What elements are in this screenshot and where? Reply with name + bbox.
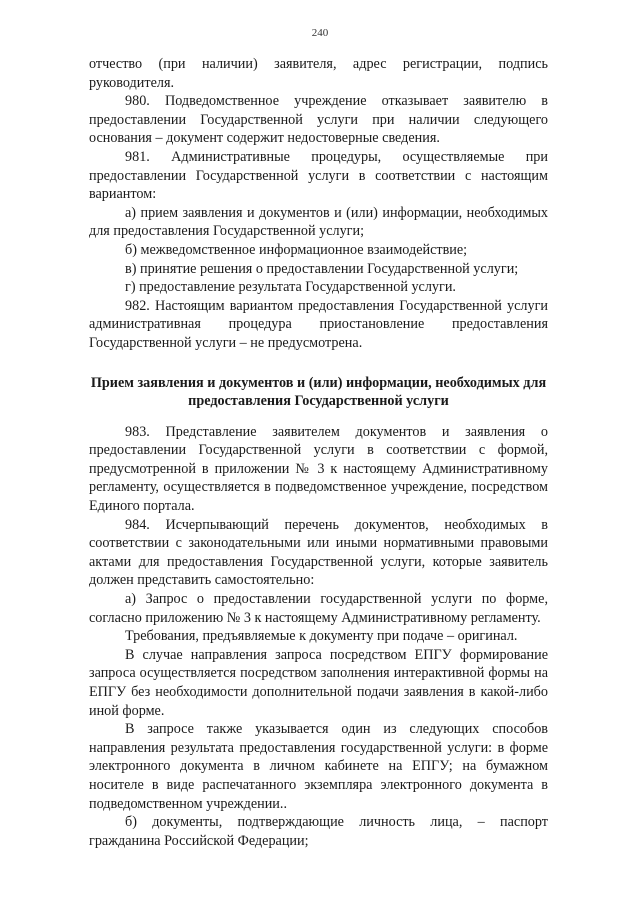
section-heading: Прием заявления и документов и (или) информации, необходимых для предоставления Государственной услуги — [90, 374, 547, 410]
paragraph-epgu-request: В случае направления запроса посредством ЕПГУ формирование запроса осуществляется посредством заполнения интерактивной формы на ЕПГУ без необходимости дополнительной подачи заявления в какой-либо иной форме. — [89, 646, 548, 719]
paragraph-requirements: Требования, предъявляемые к документу при подаче – оригинал. — [125, 628, 518, 645]
paragraph-983: 983. Представление заявителем документов и заявления о предоставлении Государственной услуги в соответствии с формой, предусмотренной в приложении № 3 к настоящему Административному регламенту, осуществляется в подведомственное учреждение, посредством Единого портала. — [89, 423, 548, 515]
list-item-a-request: а) Запрос о предоставлении государственной услуги по форме, согласно приложению № 3 к настоящему Административному регламенту. — [89, 591, 548, 626]
page-content — [89, 55, 548, 850]
paragraph-980: 980. Подведомственное учреждение отказывает заявителю в предоставлении Государственной услуги при наличии следующего основания – документ содержит недостоверные сведения. — [89, 93, 548, 147]
list-item-b-identity: б) документы, подтверждающие личность лица, – паспорт гражданина Российской Федерации; — [89, 814, 548, 849]
paragraph-981: 981. Административные процедуры, осуществляемые при предоставлении Государственной услуги в соответствии с настоящим вариантом: — [89, 148, 548, 203]
paragraph-982: 982. Настоящим вариантом предоставления Государственной услуги административная процедура приостановление предоставления Государственной услуги – не предусмотрена. — [89, 297, 548, 351]
paragraph-result-methods: В запросе также указывается один из следующих способов направления результата предоставления государственной услуги: в форме электронного документа в личном кабинете на ЕПГУ; на бумажном носителе в виде распечатанного экземпляра электронного документа в подведомственном учреждении.. — [89, 721, 548, 812]
page-number: 240 — [311, 27, 329, 39]
list-item-a: а) прием заявления и документов и (или) информации, необходимых для предоставления Государственной услуги; — [89, 204, 548, 240]
list-item-g: г) предоставление результата Государственной услуги. — [125, 279, 456, 296]
paragraph-continuation: отчество (при наличии) заявителя, адрес регистрации, подпись руководителя. — [89, 56, 548, 91]
paragraph-984: 984. Исчерпывающий перечень документов, необходимых в соответствии с законодательными или иными нормативными правовыми актами для предоставления Государственной услуги, которые заявитель должен представить самостоятельно: — [89, 516, 548, 589]
list-item-v: в) принятие решения о предоставлении Государственной услуги; — [125, 260, 519, 277]
list-item-b: б) межведомственное информационное взаимодействие; — [125, 241, 468, 258]
